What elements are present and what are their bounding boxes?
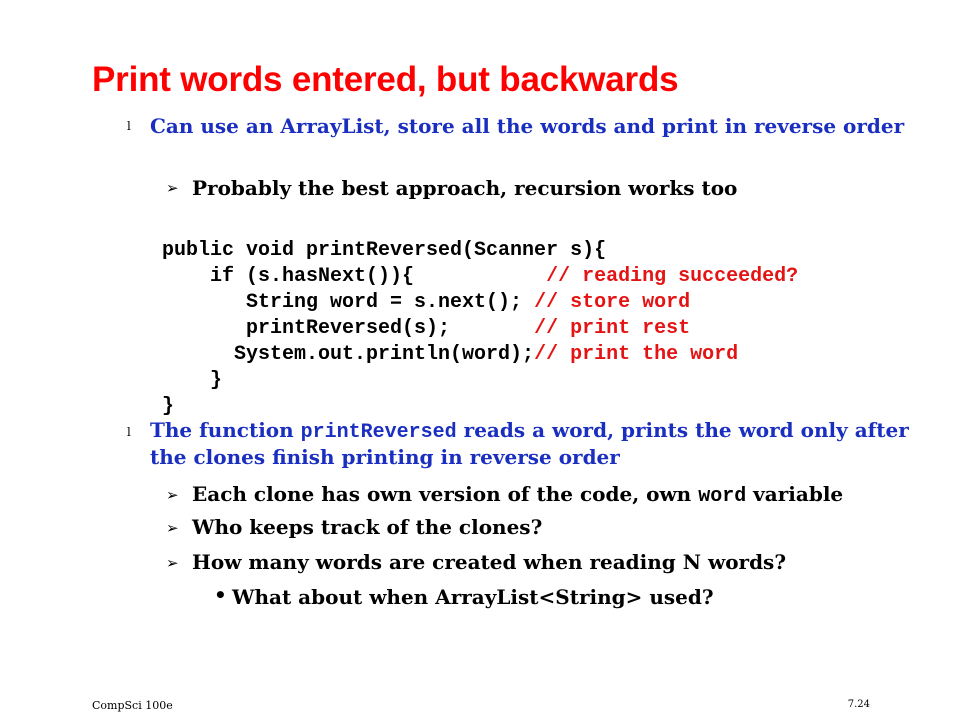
arrow-bullet-icon: ➢ bbox=[166, 179, 179, 197]
footer-course: CompSci 100e bbox=[92, 699, 173, 712]
slide-title: Print words entered, but backwards bbox=[92, 60, 679, 99]
code-line: String word = s.next(); // store word bbox=[162, 291, 691, 314]
code-line: printReversed(s); // print rest bbox=[162, 317, 691, 340]
bullet-2-sub-3-sub: What about when ArrayList<String> used? bbox=[232, 585, 714, 609]
code-line: } bbox=[162, 369, 223, 392]
code-line: if (s.hasNext()){ // reading succeeded? bbox=[162, 265, 799, 288]
arrow-bullet-icon: ➢ bbox=[166, 554, 179, 572]
arrow-bullet-icon: ➢ bbox=[166, 519, 179, 537]
code-line: } bbox=[162, 395, 175, 418]
code-block bbox=[162, 212, 798, 446]
bullet-2-sub-1: Each clone has own version of the code, own word variable bbox=[192, 482, 844, 508]
dot-bullet-icon: • bbox=[214, 583, 227, 607]
code-line: public void printReversed(Scanner s){ bbox=[162, 239, 607, 262]
arrow-bullet-icon: ➢ bbox=[166, 486, 179, 504]
bullet-2-sub-3: How many words are created when reading N words? bbox=[192, 550, 787, 574]
bullet-1-sub: Probably the best approach, recursion works too bbox=[192, 176, 738, 200]
bullet-2-text: The function printReversed reads a word, prints the word only after the clones finish printing in reverse order bbox=[150, 418, 909, 469]
inline-code: word bbox=[698, 485, 747, 508]
bullet-2-sub-2: Who keeps track of the clones? bbox=[192, 515, 543, 539]
bullet-marker: l bbox=[127, 119, 131, 133]
footer-page-number: 7.24 bbox=[847, 699, 870, 710]
code-comment: // print the word bbox=[534, 343, 739, 366]
code-comment: // store word bbox=[534, 291, 691, 314]
code-comment: // reading succeeded? bbox=[546, 265, 799, 288]
bullet-1-text: Can use an ArrayList, store all the words and print in reverse order bbox=[150, 114, 905, 138]
code-comment: // print rest bbox=[534, 317, 691, 340]
inline-code: printReversed bbox=[300, 421, 457, 444]
bullet-marker: l bbox=[127, 425, 131, 439]
code-line: System.out.println(word);// print the word bbox=[162, 343, 739, 366]
